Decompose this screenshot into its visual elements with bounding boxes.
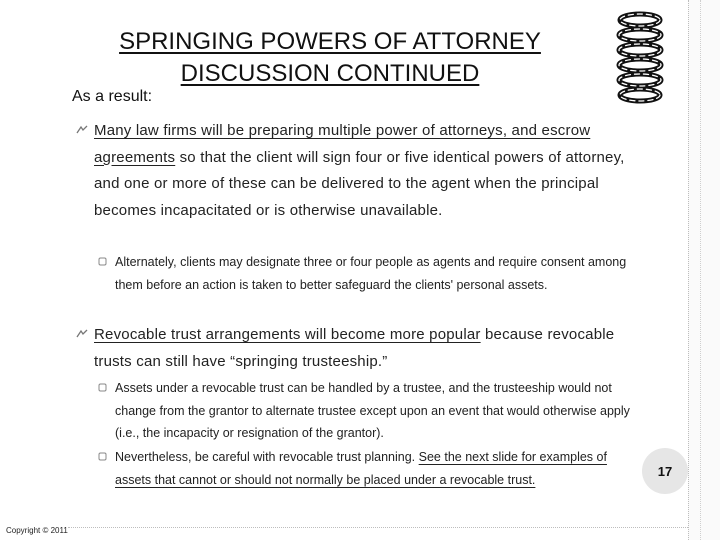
- sub-bullet-text: [115, 446, 635, 491]
- slide-title: [80, 26, 580, 90]
- slide-right-border-inner: [700, 0, 702, 540]
- page-number-badge: [642, 448, 688, 494]
- bullet-level1-icon: [76, 328, 88, 340]
- bullet-rest: so that the client will sign four or five identical powers of attorney, and one or more of these can be delivered to the agent when the principal becomes incapacitated or is otherwise unavailable.: [94, 148, 625, 219]
- bullet-level2-icon: [98, 383, 107, 392]
- bullet-level2-icon: [98, 257, 107, 266]
- bullet-level1-icon: [76, 124, 88, 136]
- bullet-level2-icon: [98, 452, 107, 461]
- bullet-item: [76, 322, 636, 375]
- page-number: 17: [657, 463, 673, 479]
- bullet-emphasis: Revocable trust arrangements will become more popular: [94, 326, 481, 343]
- bullet-emphasis: Many law firms will be preparing multiple power of attorneys, and escrow agreements: [94, 122, 591, 166]
- slide-right-border: [688, 0, 720, 540]
- slide-bottom-border: [68, 527, 688, 529]
- slide-title-line1: SPRINGING POWERS OF ATTORNEY: [119, 28, 541, 55]
- bullet-item: [76, 118, 636, 224]
- bullet-rest: because revocable trusts can still have “springing trusteeship.”: [94, 326, 615, 370]
- sub-bullet-item: [98, 446, 618, 491]
- sub-bullet-plain: Nevertheless, be careful with revocable trust planning.: [115, 450, 419, 464]
- sub-bullet-item: [98, 251, 627, 296]
- bullet-text: [94, 118, 654, 224]
- lead-text: As a result:: [72, 88, 153, 105]
- sub-bullet-text: Alternately, clients may designate three or four people as agents and require consent among them before an action is taken to better safeguard the clients' personal assets.: [115, 255, 627, 292]
- bullet-text: [94, 322, 654, 375]
- sub-bullet-text: Assets under a revocable trust can be handled by a trustee, and the trusteeship would not change from the grantor to alternate trustee except upon an event that would otherwise apply (i.e., the incapacity or resignation of the grantor).: [115, 381, 630, 440]
- sub-bullet-item: [98, 377, 630, 445]
- copyright-text: Copyright © 2011: [6, 526, 68, 535]
- next-slide-reference: See the next slide for examples of assets that cannot or should not normally be placed under a revocable trust.: [115, 450, 607, 487]
- spring-coil-icon: [610, 8, 670, 108]
- slide-title-line2: DISCUSSION CONTINUED: [180, 60, 480, 87]
